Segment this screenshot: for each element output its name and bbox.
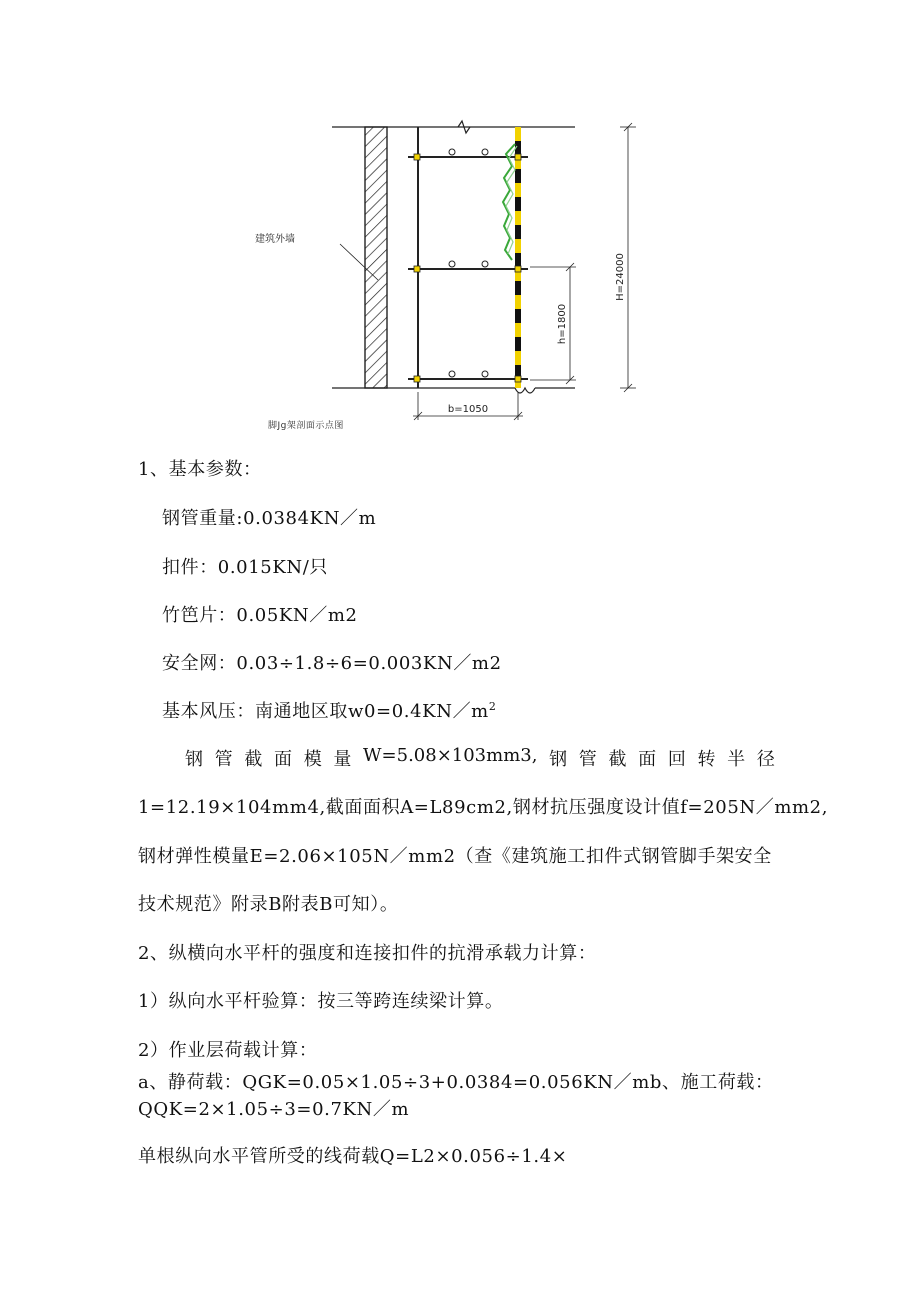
width-label: b=1050 [447, 404, 489, 415]
wind-pressure-exponent: 2 [488, 700, 497, 713]
section-properties-line2: 1=12.19×104mm4,截面面积A=L89cm2,钢材抗压强度设计值f=205N／mm2, [138, 797, 829, 818]
para-word: 径 [756, 749, 775, 770]
section1-heading: 1、基本参数： [138, 459, 262, 480]
longitudinal-bar-check: 1）纵向水平杆验算：按三等跨连续梁计算。 [138, 991, 504, 1012]
para-word: 量 [333, 749, 352, 770]
line-load: 单根纵向水平管所受的线荷载Q=L2×0.056÷1.4× [138, 1146, 568, 1167]
step-height-label: h=1800 [557, 303, 568, 345]
building-wall [365, 127, 387, 388]
para-word: 面 [274, 749, 293, 770]
para-word: 转 [697, 749, 716, 770]
para-word: 截 [244, 749, 263, 770]
load-line-1: a、静荷载：QGK=0.05×1.05÷3+0.0384=0.056KN／mb、施工荷载： [138, 1072, 774, 1093]
para-word: 管 [214, 749, 233, 770]
para-word: 半 [727, 749, 746, 770]
wind-pressure [162, 697, 496, 723]
para-word: 钢 [549, 749, 568, 770]
para-word: 管 [578, 749, 597, 770]
para-word: 模 [303, 749, 322, 770]
section-properties-line4: 技术规范》附录B附表B可知）。 [138, 894, 399, 915]
safety-net-weight: 安全网：0.03÷1.8÷6=0.003KN／m2 [162, 653, 502, 674]
para-word: 回 [667, 749, 686, 770]
figure-caption: 脚Jg架剖面示点图 [268, 421, 344, 431]
para-word: 截 [608, 749, 627, 770]
wall-label: 建筑外墙 [255, 234, 295, 245]
para-word: 面 [638, 749, 657, 770]
section-properties-line1 [185, 745, 775, 771]
work-layer-load: 2）作业层荷载计算： [138, 1040, 318, 1061]
bamboo-weight: 竹笆片：0.05KN／m2 [162, 605, 358, 626]
wind-pressure-text: 基本风压：南通地区取w0=0.4KN／m [162, 701, 489, 722]
para-word: W=5.08×103mm3, [363, 745, 538, 766]
para-word: 钢 [185, 749, 203, 770]
section2-heading: 2、纵横向水平杆的强度和连接扣件的抗滑承载力计算： [138, 943, 597, 964]
steel-weight: 钢管重量:0.0384KN／m [162, 508, 377, 529]
section-properties-line3: 钢材弹性模量E=2.06×105N／mm2（查《建筑施工扣件式钢管脚手架安全 [138, 846, 772, 867]
height-total-label: H=24000 [615, 253, 626, 301]
load-line-2: QQK=2×1.05÷3=0.7KN／m [138, 1099, 410, 1120]
coupler-weight: 扣件：0.015KN/只 [162, 557, 328, 578]
